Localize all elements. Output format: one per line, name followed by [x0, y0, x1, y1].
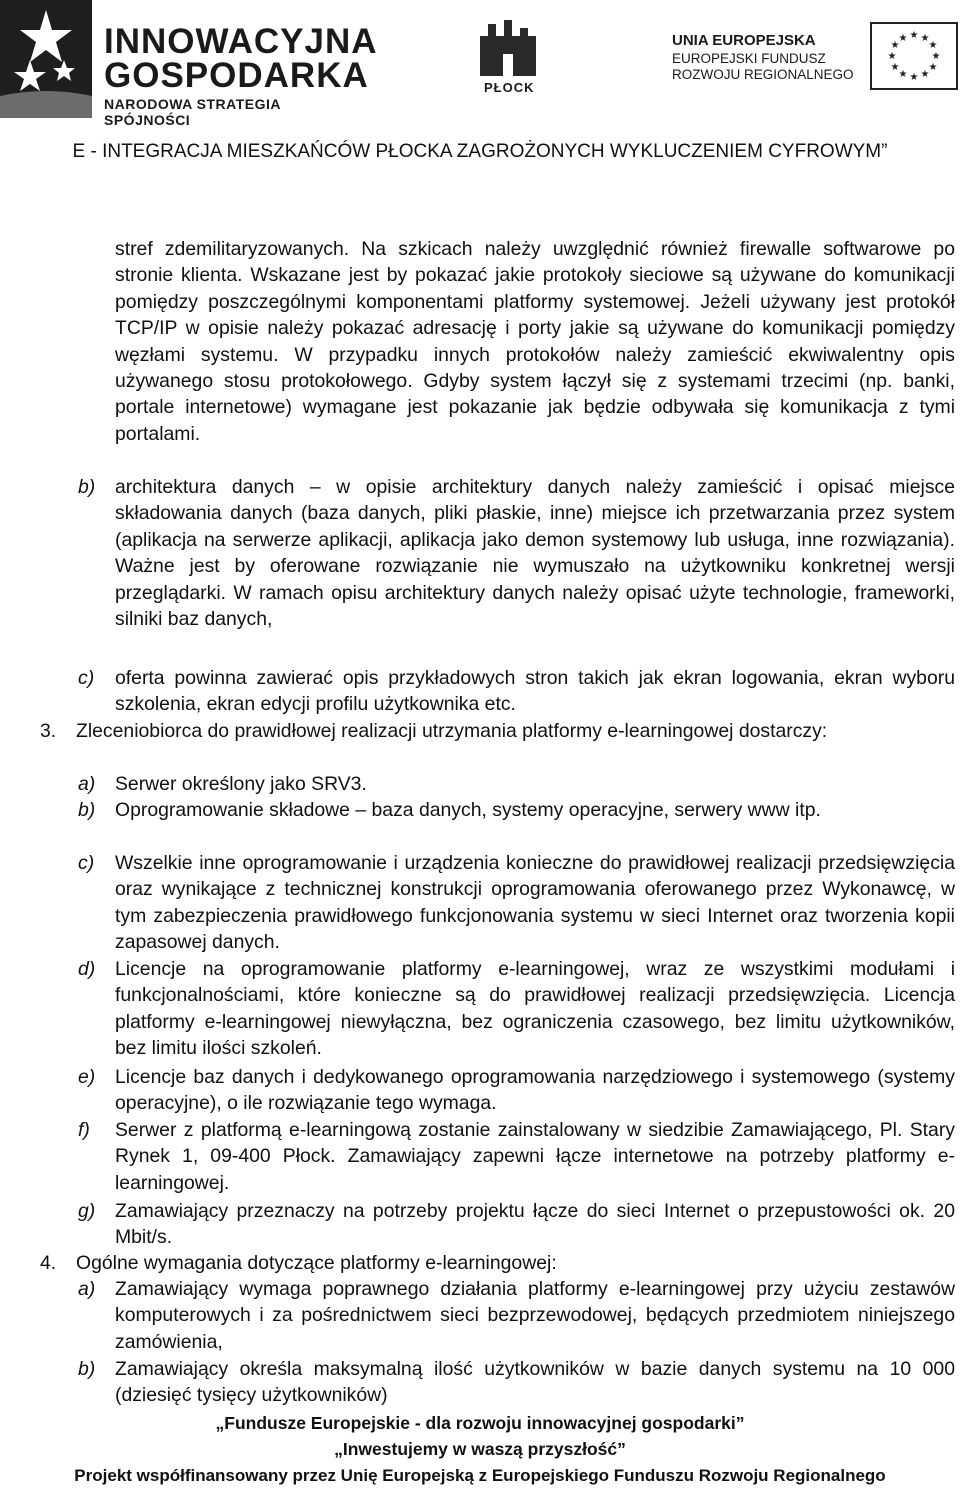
eu-fund-logo	[672, 22, 960, 98]
list-item-offer: oferta powinna zawierać opis przykładowych stron takich jak ekran logowania, ekran wyboru szkolenia, ekran edycji profilu użytkownika etc.	[115, 667, 955, 716]
svg-text:★: ★	[887, 51, 897, 62]
list-marker: c)	[78, 667, 95, 689]
list-marker: f)	[78, 1119, 90, 1141]
list-marker: c)	[78, 852, 95, 874]
eu-logo-line2: EUROPEJSKI FUNDUSZ	[672, 51, 826, 66]
innowacyjna-gospodarka-logo	[0, 0, 378, 128]
footer-slogan: „Fundusze Europejskie - dla rozwoju innowacyjnej gospodarki”	[215, 1413, 745, 1433]
section-number: 4.	[40, 1252, 57, 1274]
list-marker: b)	[78, 799, 96, 821]
star-emblem-icon	[0, 0, 92, 118]
footer-cofinancing: Projekt współfinansowany przez Unię Europejską z Europejskiego Funduszu Rozwoju Regionalnego	[74, 1466, 886, 1485]
section-number: 3.	[40, 720, 57, 742]
svg-text:★: ★	[909, 30, 919, 41]
list-item: Serwer z platformą e-learningową zostanie zainstalowany w siedzibie Zamawiającego, Pl. Stary Rynek 1, 09-400 Płock. Zamawiający zapewni łącze internetowe na potrzeby platformy e-learningowej.	[115, 1119, 955, 1194]
eu-flag-icon	[870, 22, 958, 90]
svg-text:★: ★	[920, 69, 930, 80]
svg-text:★: ★	[928, 40, 938, 51]
list-item: Oprogramowanie składowe – baza danych, systemy operacyjne, serwery www itp.	[115, 799, 821, 821]
list-item-architecture: architektura danych – w opisie architektury danych należy zamieścić i opisać miejsce składowania danych (baza danych, pliki płaskie, inne) miejsce ich przetwarzania przez system (aplikacja na serwerze aplikacji, aplikacja jako demon systemowy lub usługa, inne rozwiązania). Ważne jest by oferowane rozwiązanie nie wymuszało na użytkowniku konkretnej wersji przeglądarki. W ramach opisu architektury danych należy opisać użyte technologie, frameworki, silniki baz danych,	[115, 476, 955, 631]
list-item: Licencje baz danych i dedykowanego oprogramowania narzędziowego i systemowego (systemy operacyjne), o ile rozwiązanie tego wymaga.	[115, 1066, 955, 1115]
project-title: E - INTEGRACJA MIESZKAŃCÓW PŁOCKA ZAGROŻONYCH WYKLUCZENIEM CYFROWYM”	[72, 141, 888, 162]
list-marker: b)	[78, 476, 96, 498]
list-marker: d)	[78, 958, 96, 980]
logo-text-line3: NARODOWA STRATEGIA SPÓJNOŚCI	[104, 96, 281, 128]
section3-intro: Zleceniobiorca do prawidłowej realizacji utrzymania platformy e-learningowej dostarczy:	[76, 720, 828, 742]
svg-text:★: ★	[920, 33, 930, 44]
svg-text:★: ★	[898, 33, 908, 44]
list-marker: a)	[78, 1278, 96, 1300]
eu-logo-line1: UNIA EUROPEJSKA	[672, 32, 816, 49]
list-item: Wszelkie inne oprogramowanie i urządzenia konieczne do prawidłowej realizacji przedsięwzięcia oraz wynikające z technicznej konstrukcji oprogramowania oferowanego przez Wykonawcę, w tym zabezpieczenia prawidłowego funkcjonowania systemu w sieci Internet oraz tworzenia kopii zapasowej danych.	[115, 852, 955, 954]
list-marker: b)	[78, 1358, 96, 1380]
list-marker: a)	[78, 773, 96, 795]
list-item: Serwer określony jako SRV3.	[115, 773, 367, 795]
svg-text:★: ★	[909, 72, 919, 83]
list-marker: e)	[78, 1066, 96, 1088]
logo-text-line1: INNOWACYJNA	[104, 22, 378, 61]
eu-logo-line3: ROZWOJU REGIONALNEGO	[672, 67, 854, 82]
list-item: Zamawiający określa maksymalną ilość użytkowników w bazie danych systemu na 10 000 (dziesięć tysięcy użytkowników)	[115, 1358, 955, 1407]
list-item: Zamawiający wymaga poprawnego działania platformy e-learningowej przy użyciu zestawów komputerowych i za pośrednictwem sieci bezprzewodowej, będących przedmiotem niniejszego zamówienia,	[115, 1278, 955, 1353]
svg-text:★: ★	[898, 69, 908, 80]
svg-text:★: ★	[931, 51, 941, 62]
svg-text:★: ★	[890, 40, 900, 51]
page-header	[0, 0, 960, 162]
plock-logo-label: PŁOCK	[484, 80, 535, 95]
logo-text-line2: GOSPODARKA	[104, 56, 369, 95]
list-item: Zamawiający przeznaczy na potrzeby projektu łącze do sieci Internet o przepustowości ok. 20 Mbit/s.	[115, 1200, 955, 1249]
svg-text:★: ★	[928, 62, 938, 73]
intro-paragraph: stref zdemilitaryzowanych. Na szkicach należy uwzględnić również firewalle softwarowe po stronie klienta. Wskazane jest by pokazać jakie protokoły sieciowe są używane do komunikacji pomiędzy poszczególnymi komponentami platformy systemowej. Jeżeli używany jest protokół TCP/IP w opisie należy pokazać adresację i porty jakie są używane do komunikacji pomiędzy węzłami systemu. W przypadku innych protokołów należy zamieścić ekwiwalentny opis używanego stosu protokołowego. Gdyby system łączył się z systemami trzecimi (np. banki, portale internetowe) wymagane jest pokazanie jak będzie odbywała się komunikacja z tymi portalami.	[115, 238, 955, 445]
list-marker: g)	[78, 1200, 96, 1222]
footer-motto: „Inwestujemy w waszą przyszłość”	[334, 1439, 626, 1459]
svg-text:★: ★	[890, 62, 900, 73]
list-item: Licencje na oprogramowanie platformy e-learningowej, wraz ze wszystkimi modułami i funkcjonalnościami, które konieczne są do prawidłowej realizacji przedsięwzięcia. Licencja platformy e-learningowej niewyłączna, bez ograniczenia czasowego, bez limitu użytkowników, bez limitu ilości szkoleń.	[115, 958, 955, 1060]
section4-intro: Ogólne wymagania dotyczące platformy e-learningowej:	[76, 1252, 557, 1274]
